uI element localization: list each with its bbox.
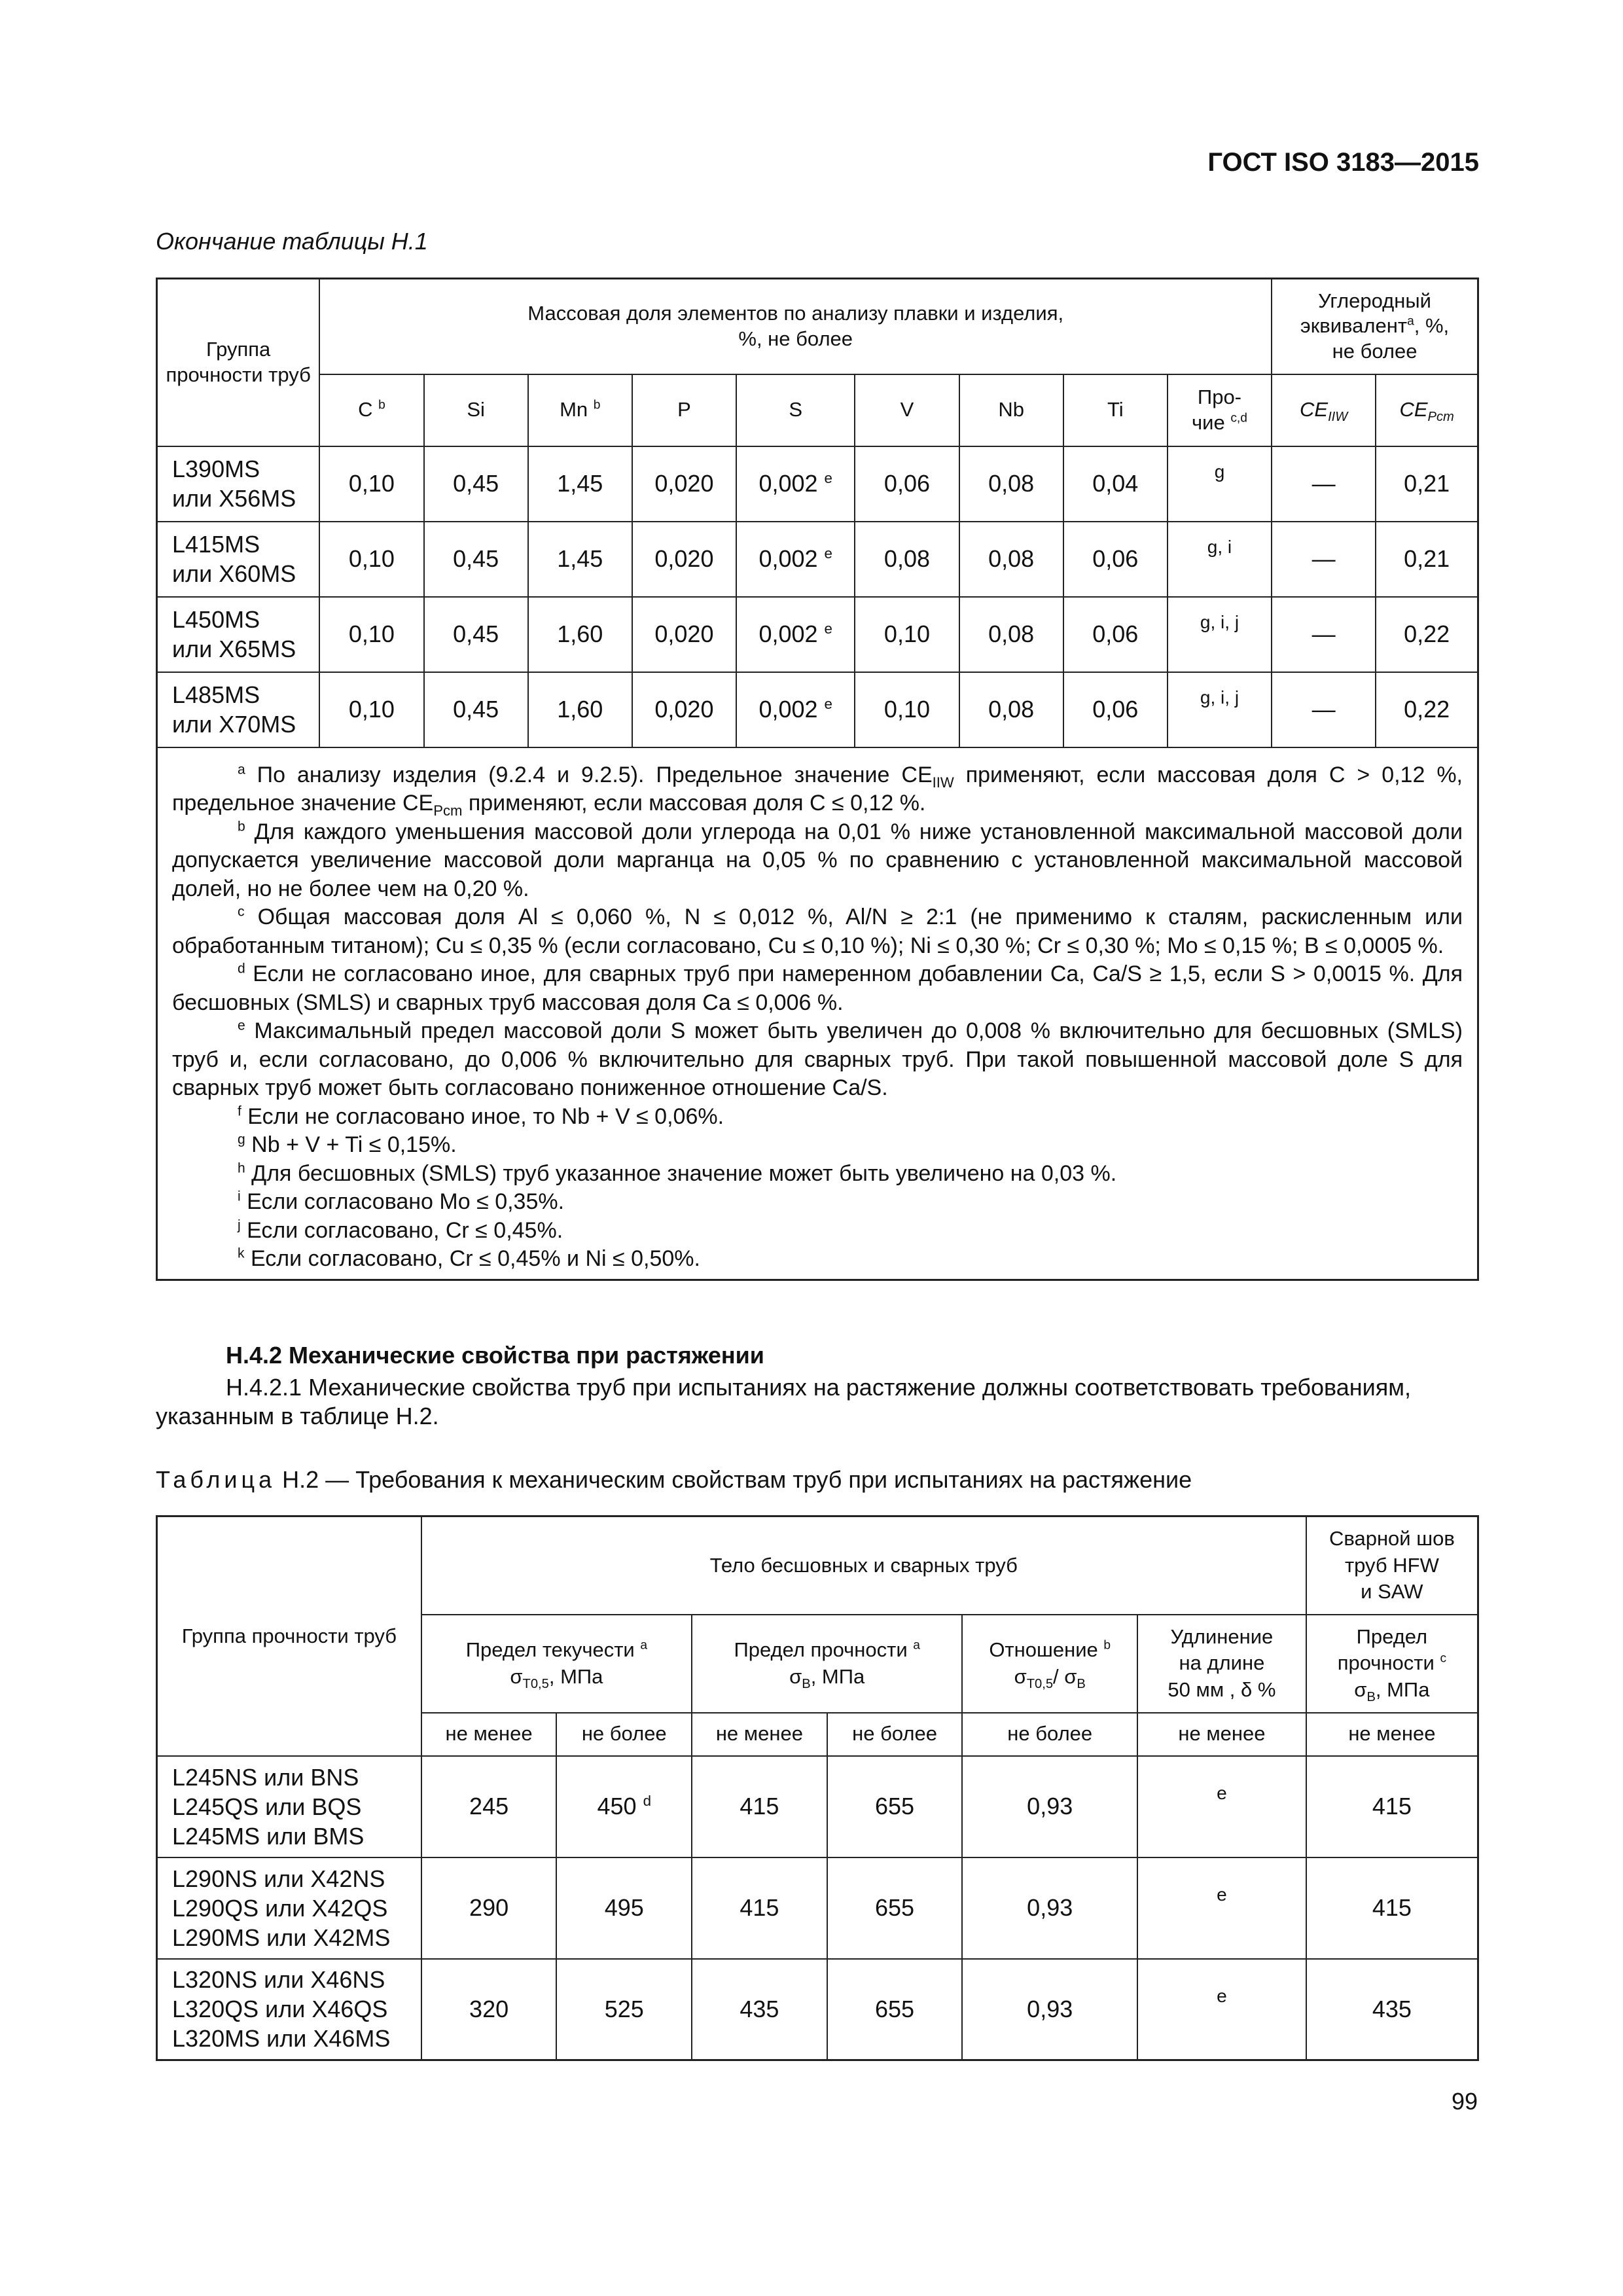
yield-strength-header: Предел текучести $^a$ $\sigma_{T0,5}$, МПа (421, 1615, 692, 1713)
cell-tensile-min: 415 (692, 1857, 827, 1959)
cell-si: 0,45 (424, 597, 528, 672)
grade-cell: L320NS или X46NS L320QS или X46QS L320MS или X46MS (157, 1959, 421, 2060)
grade-cell: L485MS или X70MS (157, 672, 320, 747)
cell-s: 0,002 $^e$ (736, 446, 855, 522)
cell-s: 0,002 $^e$ (736, 597, 855, 672)
cell-yield-min: 245 (421, 1756, 557, 1857)
cell-mn: 1,60 (528, 672, 632, 747)
col-nb: Nb (959, 374, 1063, 446)
cell-yield-max: 495 (556, 1857, 692, 1959)
cell-v: 0,08 (855, 522, 959, 597)
footnote-h: $^h$ Для бесшовных (SMLS) труб указанное значение может быть увеличено на 0,03 %. (238, 1160, 1117, 1186)
cell-p: 0,020 (632, 446, 736, 522)
elongation-min-header: не менее (1137, 1713, 1306, 1756)
grade-cell: L390MS или X56MS (157, 446, 320, 522)
ce-header-line1: Углеродный (1318, 289, 1431, 312)
cell-ti: 0,04 (1063, 446, 1168, 522)
table-h2 (156, 1515, 1479, 2061)
cell-c: 0,10 (319, 446, 423, 522)
footnote-g: $^g$ Nb + V + Ti ≤ 0,15%. (238, 1132, 457, 1157)
section-paragraph-line2: указанным в таблице Н.2. (156, 1403, 439, 1429)
weld-min-header: не менее (1306, 1713, 1478, 1756)
cell-ce-iiw: — (1272, 522, 1376, 597)
col-other: Про- чие $^{c,d}$ (1168, 374, 1272, 446)
mass-header-line2: %, не более (738, 327, 853, 350)
cell-tensile-min: 435 (692, 1959, 827, 2060)
cell-ce-iiw: — (1272, 446, 1376, 522)
yield-max-header: не более (556, 1713, 692, 1756)
group-header-label: Группа прочности труб (166, 338, 311, 386)
cell-yield-min: 320 (421, 1959, 557, 2060)
ce-header-line2b: , %, (1414, 314, 1450, 338)
col-p: P (632, 374, 736, 446)
footnote-d: $^d$ Если не согласовано иное, для сварных труб при намеренном добавлении Ca, Ca/S ≥ 1,5, если S > 0,0015 %. Для бесшовных (SMLS) и сварных труб массовая доля Ca ≤ 0,006 %. (172, 961, 1463, 1015)
cell-v: 0,06 (855, 446, 959, 522)
table-row (157, 522, 1478, 597)
cell-ce-pcm: 0,21 (1376, 522, 1478, 597)
col-s: S (736, 374, 855, 446)
cell-other: g, i, j (1168, 597, 1272, 672)
tensile-min-header: не менее (692, 1713, 827, 1756)
cell-si: 0,45 (424, 446, 528, 522)
ce-header-line2: эквивалент (1300, 314, 1408, 338)
cell-ratio: 0,93 (962, 1756, 1137, 1857)
footnote-b: $^b$ Для каждого уменьшения массовой доли углерода на 0,01 % ниже установленной максимальной массовой доли допускается увеличение массовой доли марганца на 0,05 % по сравнению с установленной максимальной массовой долей, но не более чем на 0,20 %. (172, 819, 1463, 901)
col-ce-pcm: $CE_{Pcm}$ (1376, 374, 1478, 446)
table-row (157, 597, 1478, 672)
cell-ti: 0,06 (1063, 597, 1168, 672)
footnote-a: $^a$ По анализу изделия (9.2.4 и 9.2.5). Предельное значение $CE_{IIW}$ применяют, если массовая доля C > 0,12 %, предельное значение $CE_{Pcm}$ применяют, если массовая доля C ≤ 0,12 %. (172, 762, 1463, 819)
cell-nb: 0,08 (959, 522, 1063, 597)
cell-ce-pcm: 0,22 (1376, 672, 1478, 747)
cell-other: g (1168, 446, 1272, 522)
footnote-j: $^j$ Если согласовано, Cr ≤ 0,45%. (238, 1217, 563, 1243)
table-row (157, 1756, 1478, 1857)
section-paragraph-line1: Н.4.2.1 Механические свойства труб при испытаниях на растяжение должны соответствовать требованиям, (226, 1374, 1411, 1401)
group-header-label: Группа прочности труб (181, 1624, 397, 1647)
ratio-max-header: не более (962, 1713, 1137, 1756)
grade-cell: L415MS или X60MS (157, 522, 320, 597)
footnote-c: $^c$ Общая массовая доля Al ≤ 0,060 %, N ≤ 0,012 %, Al/N ≥ 2:1 (не применимо к сталям, раскисленным или обработанным титаном); Cu ≤ 0,35 % (если согласовано, Cu ≤ 0,10 %); Ni ≤ 0,30 %; Cr ≤ 0,30 %; Mo ≤ 0,15 %; B ≤ 0,0005 %. (172, 904, 1463, 958)
cell-mn: 1,45 (528, 446, 632, 522)
footnote-k: $^k$ Если согласовано, Cr ≤ 0,45% и Ni ≤ 0,50%. (238, 1246, 700, 1271)
footnote-i: $^i$ Если согласовано Mo ≤ 0,35%. (238, 1189, 565, 1214)
cell-nb: 0,08 (959, 672, 1063, 747)
mass-header-line1: Массовая доля элементов по анализу плавки и изделия, (527, 302, 1064, 325)
body-header: Тело бесшовных и сварных труб (421, 1516, 1306, 1615)
weld-header: Сварной шов труб HFW и SAW (1306, 1516, 1478, 1615)
table-h1-footnotes (157, 747, 1478, 1280)
cell-other: g, i, j (1168, 672, 1272, 747)
cell-v: 0,10 (855, 597, 959, 672)
cell-ti: 0,06 (1063, 672, 1168, 747)
table-h2-caption-label: Таблица (156, 1466, 276, 1493)
table-row (157, 1959, 1478, 2060)
ce-header-line3: не более (1332, 340, 1418, 363)
grade-cell: L450MS или X65MS (157, 597, 320, 672)
table-row (157, 446, 1478, 522)
cell-ti: 0,06 (1063, 522, 1168, 597)
cell-nb: 0,08 (959, 446, 1063, 522)
group-header (157, 1516, 421, 1756)
cell-ce-pcm: 0,22 (1376, 597, 1478, 672)
footnote-e: $^e$ Максимальный предел массовой доли S может быть увеличен до 0,008 % включительно для бесшовных (SMLS) труб и, если согласовано, до 0,006 % включительно для сварных труб. При такой повышенной массовой доле S для сварных труб может быть согласовано пониженное отношение Ca/S. (172, 1018, 1463, 1100)
page-number: 99 (1451, 2088, 1478, 2115)
cell-elongation: e (1137, 1959, 1306, 2060)
cell-c: 0,10 (319, 522, 423, 597)
tensile-strength-header: Предел прочности $^a$ $\sigma_B$, МПа (692, 1615, 962, 1713)
carbon-equivalent-header (1272, 279, 1478, 374)
cell-si: 0,45 (424, 522, 528, 597)
weld-tensile-header: Предел прочности $^c$ $\sigma_B$, МПа (1306, 1615, 1478, 1713)
cell-s: 0,002 $^e$ (736, 672, 855, 747)
cell-tensile-min: 415 (692, 1756, 827, 1857)
cell-c: 0,10 (319, 672, 423, 747)
grade-cell: L245NS или BNS L245QS или BQS L245MS или BMS (157, 1756, 421, 1857)
cell-tensile-max: 655 (827, 1959, 963, 2060)
mass-fraction-header (319, 279, 1272, 374)
cell-tensile-max: 655 (827, 1756, 963, 1857)
cell-yield-min: 290 (421, 1857, 557, 1959)
cell-weld: 415 (1306, 1857, 1478, 1959)
table-h1-caption: Окончание таблицы Н.1 (156, 228, 428, 255)
table-row (157, 1857, 1478, 1959)
table-h1 (156, 278, 1479, 1281)
cell-ce-pcm: 0,21 (1376, 446, 1478, 522)
cell-elongation: e (1137, 1857, 1306, 1959)
cell-ratio: 0,93 (962, 1959, 1137, 2060)
group-header (157, 279, 320, 446)
col-ce-iiw: $CE_{IIW}$ (1272, 374, 1376, 446)
cell-weld: 435 (1306, 1959, 1478, 2060)
cell-v: 0,10 (855, 672, 959, 747)
cell-tensile-max: 655 (827, 1857, 963, 1959)
elongation-header: Удлинение на длине 50 мм , δ % (1137, 1615, 1306, 1713)
ratio-header: Отношение $^b$ $\sigma_{T0,5}/$ $\sigma_B$ (962, 1615, 1137, 1713)
cell-ce-iiw: — (1272, 672, 1376, 747)
table-h2-caption (156, 1466, 1192, 1494)
section-title: Н.4.2 Механические свойства при растяжении (226, 1342, 764, 1369)
cell-p: 0,020 (632, 522, 736, 597)
cell-other: g, i (1168, 522, 1272, 597)
cell-p: 0,020 (632, 672, 736, 747)
yield-min-header: не менее (421, 1713, 557, 1756)
cell-p: 0,020 (632, 597, 736, 672)
col-mn: Mn $^b$ (528, 374, 632, 446)
table-h2-caption-text: Н.2 — Требования к механическим свойствам труб при испытаниях на растяжение (276, 1466, 1192, 1493)
col-v: V (855, 374, 959, 446)
cell-mn: 1,45 (528, 522, 632, 597)
footnote-f: $^f$ Если не согласовано иное, то Nb + V ≤ 0,06%. (238, 1103, 724, 1129)
cell-c: 0,10 (319, 597, 423, 672)
section-paragraph (156, 1373, 1479, 1431)
cell-s: 0,002 $^e$ (736, 522, 855, 597)
cell-elongation: e (1137, 1756, 1306, 1857)
tensile-max-header: не более (827, 1713, 963, 1756)
col-c: C $^b$ (319, 374, 423, 446)
cell-si: 0,45 (424, 672, 528, 747)
cell-yield-max: 450 $^d$ (556, 1756, 692, 1857)
ce-header-sup: a (1407, 315, 1414, 329)
cell-yield-max: 525 (556, 1959, 692, 2060)
col-ti: Ti (1063, 374, 1168, 446)
table-row (157, 672, 1478, 747)
cell-mn: 1,60 (528, 597, 632, 672)
cell-ratio: 0,93 (962, 1857, 1137, 1959)
cell-ce-iiw: — (1272, 597, 1376, 672)
cell-weld: 415 (1306, 1756, 1478, 1857)
col-si: Si (424, 374, 528, 446)
cell-nb: 0,08 (959, 597, 1063, 672)
document-standard-header: ГОСТ ISO 3183—2015 (1207, 148, 1479, 177)
grade-cell: L290NS или X42NS L290QS или X42QS L290MS или X42MS (157, 1857, 421, 1959)
